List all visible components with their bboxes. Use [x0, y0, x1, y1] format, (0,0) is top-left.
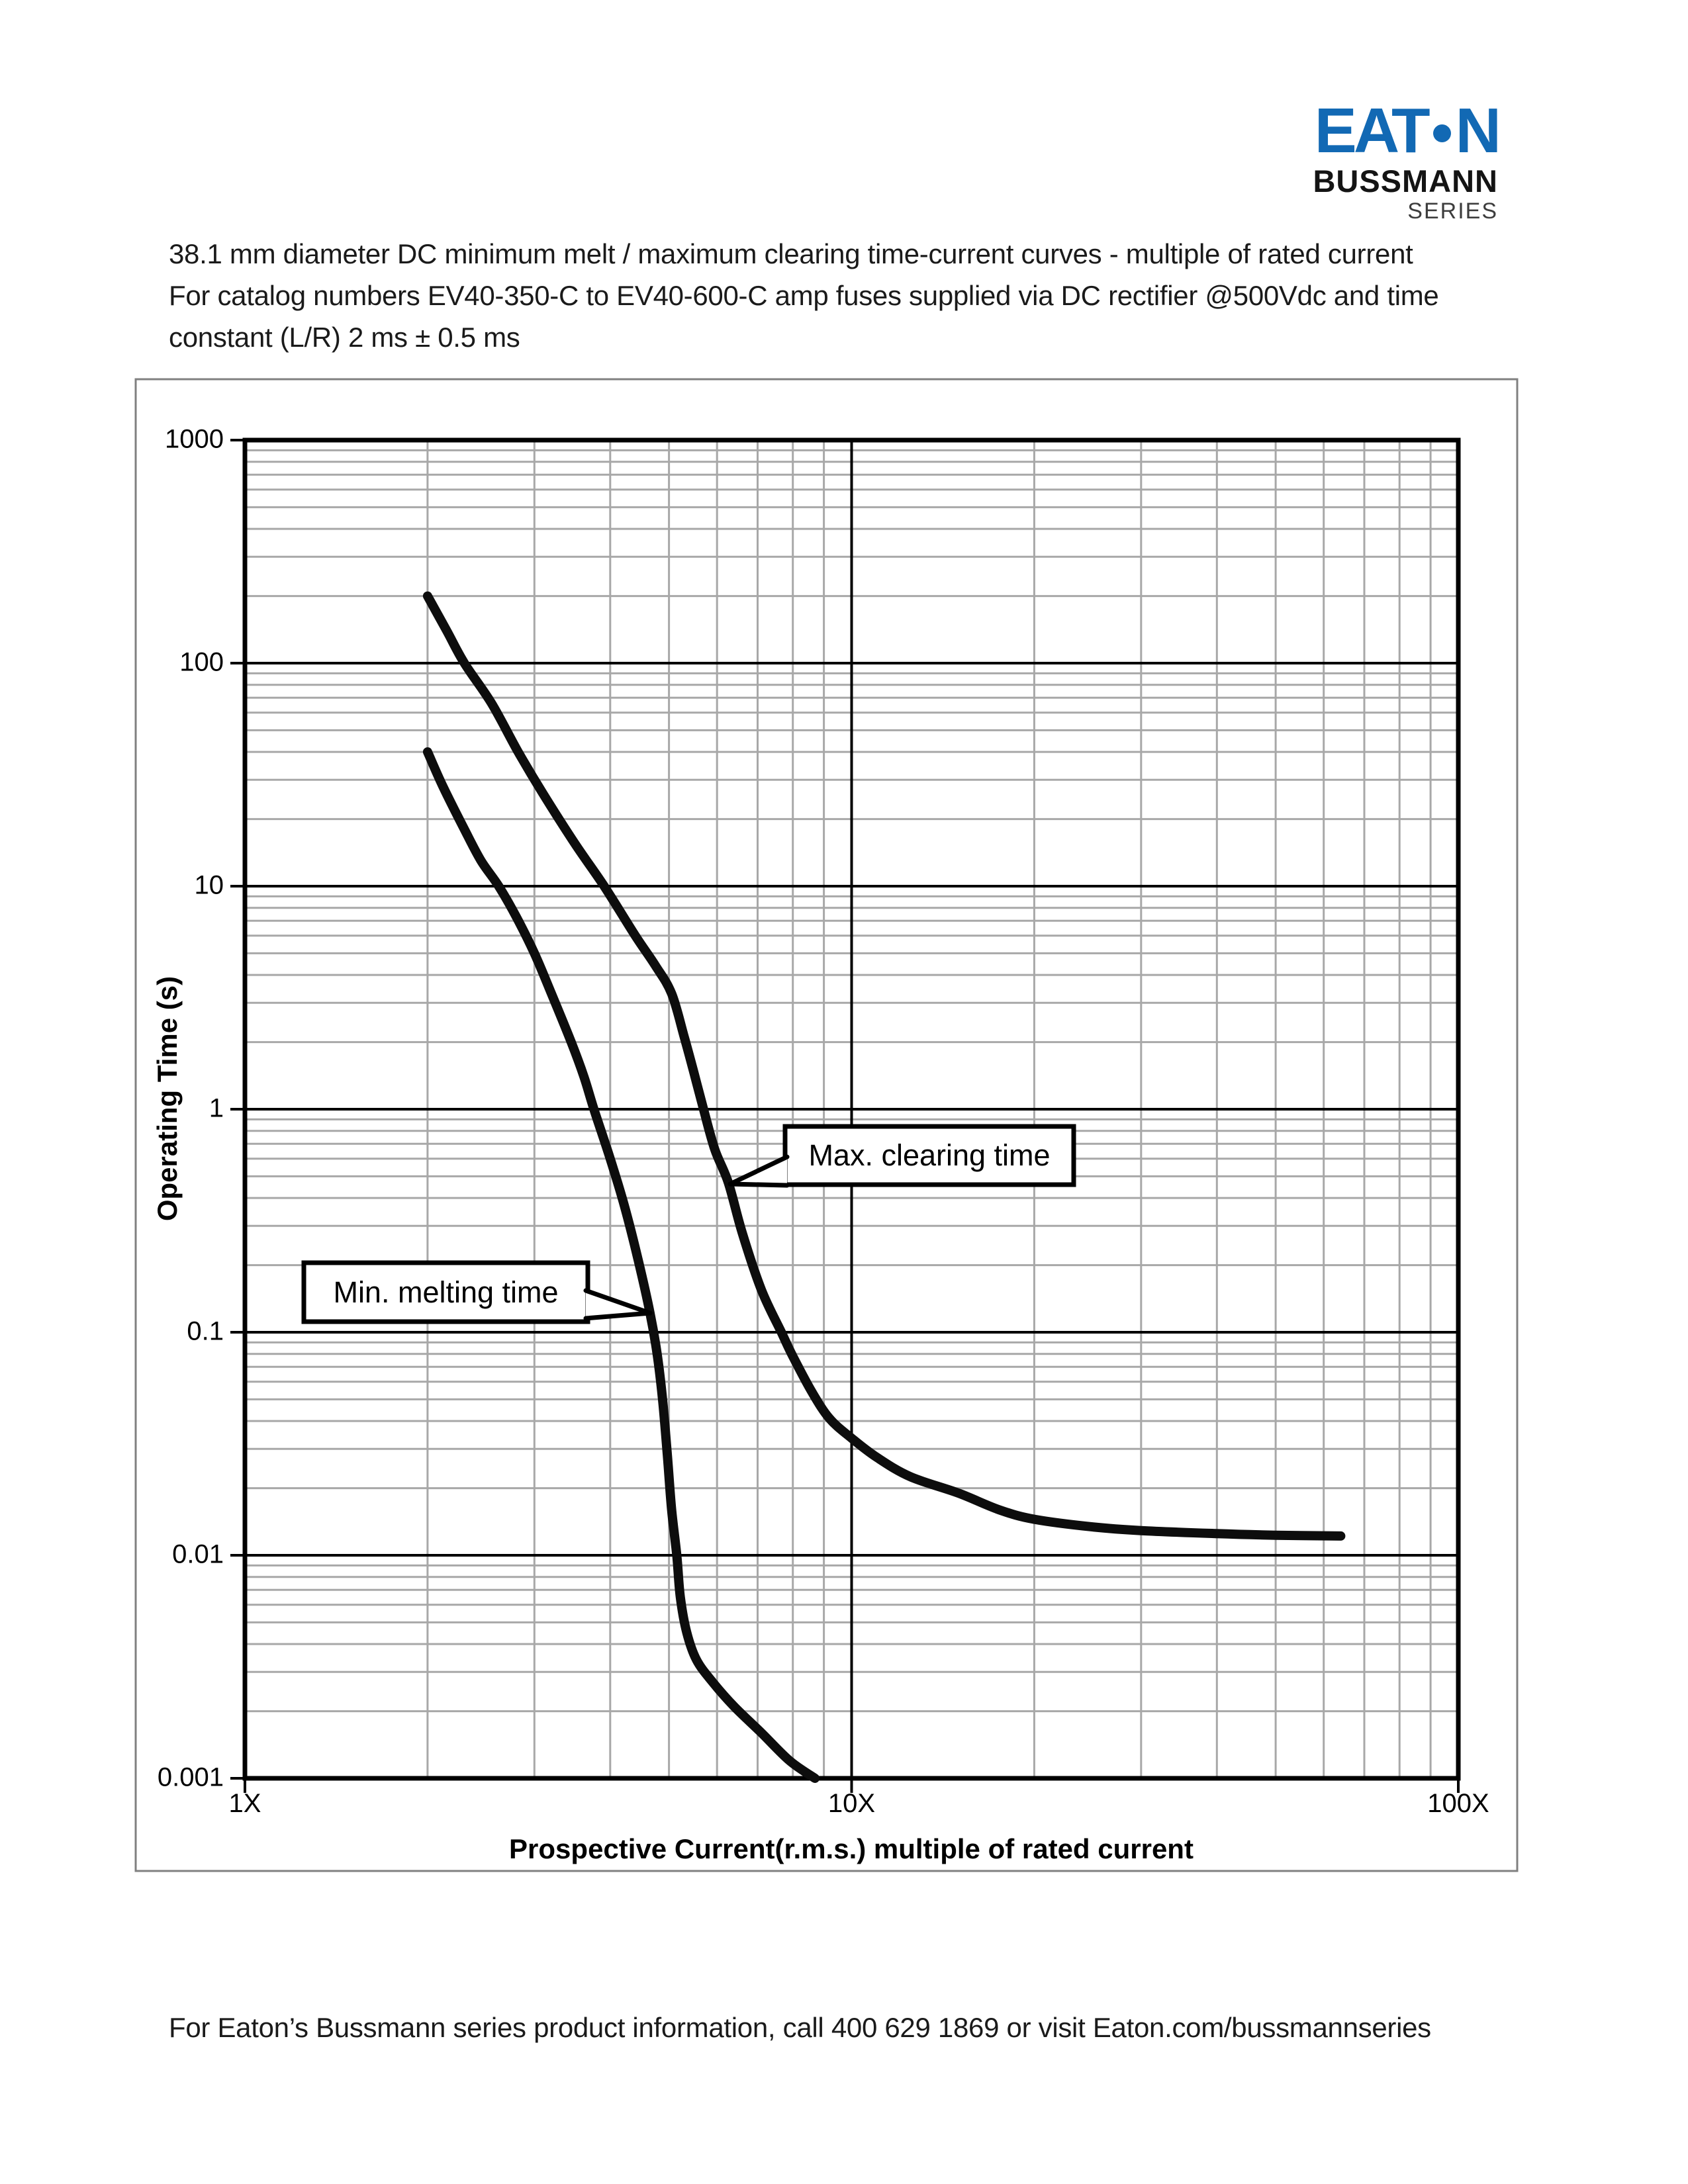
max-clearing-curve — [428, 596, 1341, 1536]
min-melting-callout-label: Min. melting time — [333, 1275, 559, 1309]
eaton-wordmark-left: EAT — [1314, 95, 1427, 166]
y-tick-label: 0.01 — [172, 1539, 224, 1569]
y-tick-label: 0.001 — [157, 1762, 224, 1792]
eaton-wordmark-right: N — [1455, 95, 1498, 166]
x-tick-label: 10X — [827, 1789, 876, 1818]
y-tick-label: 1 — [209, 1093, 224, 1123]
title-line-3: constant (L/R) 2 ms ± 0.5 ms — [169, 322, 520, 353]
x-tick-label: 100X — [1427, 1789, 1489, 1818]
bussmann-wordmark: BUSSMANN — [1313, 163, 1498, 199]
x-tick-label: 1X — [228, 1789, 261, 1818]
y-tick-label: 1000 — [165, 424, 224, 454]
y-tick-label: 100 — [179, 647, 224, 677]
series-wordmark: SERIES — [1407, 199, 1498, 224]
title-line-2: For catalog numbers EV40-350-C to EV40-600-C amp fuses supplied via DC rectifier @500Vdc and time — [169, 280, 1439, 311]
y-tick-label: 0.1 — [187, 1316, 224, 1346]
x-axis-title: Prospective Current(r.m.s.) multiple of rated current — [509, 1833, 1194, 1864]
footer-text: For Eaton’s Bussmann series product information, call 400 629 1869 or visit Eaton.com/bussmannseries — [169, 2012, 1431, 2043]
max-clearing-callout-label: Max. clearing time — [808, 1138, 1051, 1172]
title-line-1: 38.1 mm diameter DC minimum melt / maximum clearing time-current curves - multiple of rated current — [169, 238, 1413, 269]
y-tick-label: 10 — [194, 870, 224, 900]
y-axis-title: Operating Time (s) — [152, 976, 183, 1222]
